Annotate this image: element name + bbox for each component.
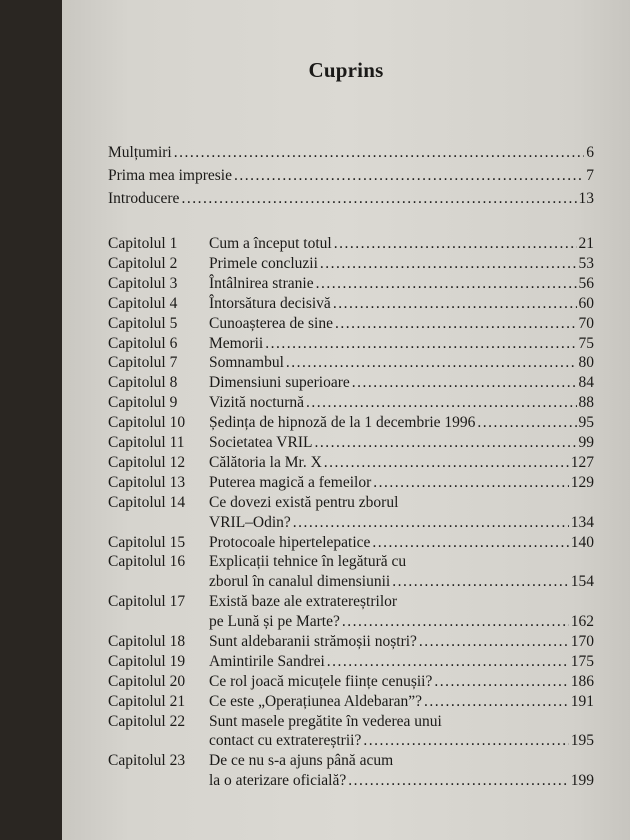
toc-entry-title: Explicații tehnice în legătură cu	[209, 553, 407, 571]
toc-page-number: 88	[578, 394, 594, 412]
toc-entry-title: Dimensiuni superioare	[209, 374, 350, 392]
dot-leader	[352, 374, 577, 392]
chapter-number: Capitolul 11	[108, 434, 185, 451]
toc-chapter-item	[108, 474, 594, 494]
toc-chapter-item	[108, 553, 594, 593]
chapter-title-line	[209, 673, 594, 691]
chapter-number: Capitolul 9	[108, 394, 178, 412]
chapter-title-line	[209, 454, 594, 472]
dot-leader	[373, 474, 569, 492]
toc-entry-title: Cunoașterea de sine	[209, 314, 333, 332]
toc-entry-title: Introducere	[108, 190, 180, 207]
toc-page-number: 60	[578, 294, 594, 312]
dot-leader	[234, 167, 584, 185]
toc-entry-title: Ședința de hipnoză de la 1 decembrie 1996	[209, 414, 476, 432]
chapter-number: Capitolul 16	[108, 553, 186, 571]
toc-page-number: 80	[578, 354, 594, 372]
toc-chapter-item	[108, 374, 594, 394]
chapter-title-line	[209, 653, 594, 671]
book-page	[62, 0, 630, 840]
dot-leader	[181, 190, 576, 208]
dot-leader	[342, 613, 569, 631]
chapter-number: Capitolul 19	[108, 652, 186, 670]
toc-page-number: 195	[570, 732, 594, 750]
chapter-number: Capitolul 18	[108, 633, 186, 650]
toc-chapter-item	[108, 315, 594, 335]
dot-leader	[372, 534, 568, 552]
toc-entry-title: Puterea magică a femeilor	[209, 473, 372, 491]
dot-leader	[434, 673, 568, 691]
chapter-title-line	[209, 335, 594, 353]
chapter-number: Capitolul 12	[108, 453, 186, 471]
chapter-number: Capitolul 13	[108, 473, 186, 491]
chapter-title-line	[209, 474, 594, 492]
toc-page-number: 170	[570, 633, 594, 650]
toc-entry-title: la o aterizare oficială?	[209, 772, 347, 790]
toc-page-number: 129	[570, 473, 594, 491]
chapter-title-line	[209, 255, 594, 273]
toc-chapter-item	[108, 752, 594, 792]
toc-page-number: 162	[570, 613, 594, 631]
chapter-title-line	[209, 414, 594, 432]
toc-chapter-item	[108, 295, 594, 315]
toc-chapter-item	[108, 354, 594, 374]
toc-entry-title: VRIL–Odin?	[209, 513, 291, 531]
toc-entry-title: contact cu extratereștrii?	[209, 732, 362, 750]
chapter-number: Capitolul 20	[108, 672, 186, 690]
dot-leader	[306, 394, 576, 412]
dot-leader	[333, 295, 577, 313]
toc-entry-title: Somnambul	[209, 354, 284, 372]
chapter-title-line	[209, 713, 594, 731]
dot-leader	[324, 454, 569, 472]
chapter-number: Capitolul 14	[108, 493, 186, 511]
chapter-number: Capitolul 4	[108, 294, 178, 312]
toc-entry-title: Protocoale hipertelepatice	[209, 533, 371, 551]
chapter-title-line	[209, 633, 594, 651]
chapter-number: Capitolul 2	[108, 254, 178, 272]
toc-entry-title: Prima mea impresie	[108, 167, 232, 184]
dot-leader	[174, 144, 585, 162]
toc-page-number: 21	[578, 235, 594, 252]
dot-leader	[334, 235, 577, 253]
toc-chapter-item	[108, 653, 594, 673]
toc-page-number: 6	[586, 144, 594, 161]
chapter-title-line	[209, 514, 594, 532]
chapter-title-line	[209, 434, 594, 452]
chapter-title-line	[209, 593, 594, 611]
toc-chapter-item	[108, 235, 594, 255]
toc-page-number: 56	[578, 274, 594, 292]
chapter-title-line	[209, 494, 594, 512]
chapter-title-line	[209, 235, 594, 253]
chapter-number: Capitolul 7	[108, 354, 178, 372]
chapter-title-line	[209, 752, 594, 770]
dot-leader	[320, 255, 577, 273]
toc-entry-title: Primele concluzii	[209, 254, 318, 272]
toc-page-number: 127	[570, 453, 594, 471]
toc-front-item	[108, 144, 594, 162]
chapter-number: Capitolul 10	[108, 414, 186, 432]
toc-page-number: 84	[578, 374, 594, 392]
toc-page-number: 175	[570, 652, 594, 670]
dot-leader	[424, 693, 569, 711]
chapter-title-line	[209, 295, 594, 313]
chapter-number: Capitolul 5	[108, 314, 178, 332]
toc-chapter-item	[108, 534, 594, 554]
toc-entry-title: Memorii	[209, 334, 264, 352]
dot-leader	[348, 772, 569, 790]
chapter-title-line	[209, 732, 594, 750]
toc-entry-title: Societatea VRIL	[209, 434, 313, 451]
toc-entry-title: Călătoria la Mr. X	[209, 453, 322, 471]
chapter-title-line	[209, 772, 594, 790]
chapter-title-line	[209, 613, 594, 631]
toc-chapter-item	[108, 593, 594, 633]
toc-chapter-item	[108, 275, 594, 295]
toc-chapter-item	[108, 394, 594, 414]
chapter-number: Capitolul 1	[108, 235, 178, 252]
toc-entry-title: Întâlnirea stranie	[209, 274, 314, 292]
dot-leader	[314, 434, 576, 452]
dot-leader	[316, 275, 577, 293]
page-title: Cuprins	[308, 58, 384, 82]
toc-entry-title: Sunt masele pregătite în vederea unui	[209, 712, 442, 730]
dot-leader	[327, 653, 569, 671]
chapter-title-line	[209, 275, 594, 293]
toc-chapter-item	[108, 494, 594, 534]
toc-entry-title: Ce este „Operațiunea Aldebaran”?	[209, 692, 423, 710]
toc-page-number: 99	[578, 434, 594, 451]
chapter-title-line	[209, 315, 594, 333]
toc-chapter-item	[108, 633, 594, 653]
toc-page-number: 95	[578, 414, 594, 432]
dot-leader	[419, 633, 569, 651]
dot-leader	[286, 354, 577, 372]
toc-chapter-item	[108, 713, 594, 753]
toc-entry-title: Întorsătura decisivă	[209, 294, 331, 312]
chapter-number: Capitolul 23	[108, 752, 186, 770]
chapter-title-line	[209, 553, 594, 571]
toc-chapter-item	[108, 673, 594, 693]
chapter-title-line	[209, 354, 594, 372]
dot-leader	[293, 514, 569, 532]
dot-leader	[392, 573, 569, 591]
toc-page-number: 140	[570, 533, 594, 551]
toc-entry-title: Ce rol joacă micuțele ființe cenușii?	[209, 672, 433, 690]
toc-chapter-item	[108, 454, 594, 474]
toc-entry-title: Cum a început totul	[209, 235, 332, 252]
chapter-title-line	[209, 394, 594, 412]
toc-page-number: 191	[570, 692, 594, 710]
toc-entry-title: Mulțumiri	[108, 144, 172, 161]
chapter-number: Capitolul 3	[108, 274, 178, 292]
toc-page-number: 154	[570, 573, 594, 591]
toc-entry-title: Ce dovezi există pentru zborul	[209, 493, 399, 511]
toc-entry-title: zborul în canalul dimensiunii	[209, 573, 391, 591]
toc-entry-title: Sunt aldebaranii strămoșii noștri?	[209, 633, 417, 650]
toc-entry-title: Amintirile Sandrei	[209, 652, 325, 670]
chapter-title-line	[209, 693, 594, 711]
toc-chapter-item	[108, 414, 594, 434]
toc-chapter-item	[108, 434, 594, 454]
dot-leader	[363, 732, 568, 750]
chapter-number: Capitolul 21	[108, 692, 186, 710]
toc-front-item	[108, 190, 594, 208]
chapter-number: Capitolul 8	[108, 374, 178, 392]
toc-front-item	[108, 167, 594, 185]
chapter-number: Capitolul 6	[108, 334, 178, 352]
chapter-number: Capitolul 17	[108, 593, 186, 611]
toc-page-number: 70	[578, 314, 594, 332]
toc-chapter-item	[108, 693, 594, 713]
toc-entry-title: pe Lună și pe Marte?	[209, 613, 340, 631]
toc-chapter-item	[108, 335, 594, 355]
toc-page-number: 75	[578, 334, 594, 352]
toc-page-number: 186	[570, 672, 594, 690]
toc-chapter-item	[108, 255, 594, 275]
toc-page-number: 13	[578, 190, 594, 207]
chapter-title-line	[209, 573, 594, 591]
toc-page-number: 134	[570, 513, 594, 531]
toc-page-number: 53	[578, 254, 594, 272]
dot-leader	[265, 335, 576, 353]
chapter-number: Capitolul 22	[108, 712, 186, 730]
toc-page-number: 199	[570, 772, 594, 790]
toc-entry-title: De ce nu s-a ajuns până acum	[209, 752, 394, 770]
dot-leader	[335, 315, 577, 333]
toc-entry-title: Vizită nocturnă	[209, 394, 305, 412]
toc-entry-title: Există baze ale extratereștrilor	[209, 593, 398, 611]
chapter-number: Capitolul 15	[108, 533, 186, 551]
toc-page-number: 7	[586, 167, 594, 184]
dot-leader	[477, 414, 576, 432]
chapter-title-line	[209, 534, 594, 552]
chapter-title-line	[209, 374, 594, 392]
